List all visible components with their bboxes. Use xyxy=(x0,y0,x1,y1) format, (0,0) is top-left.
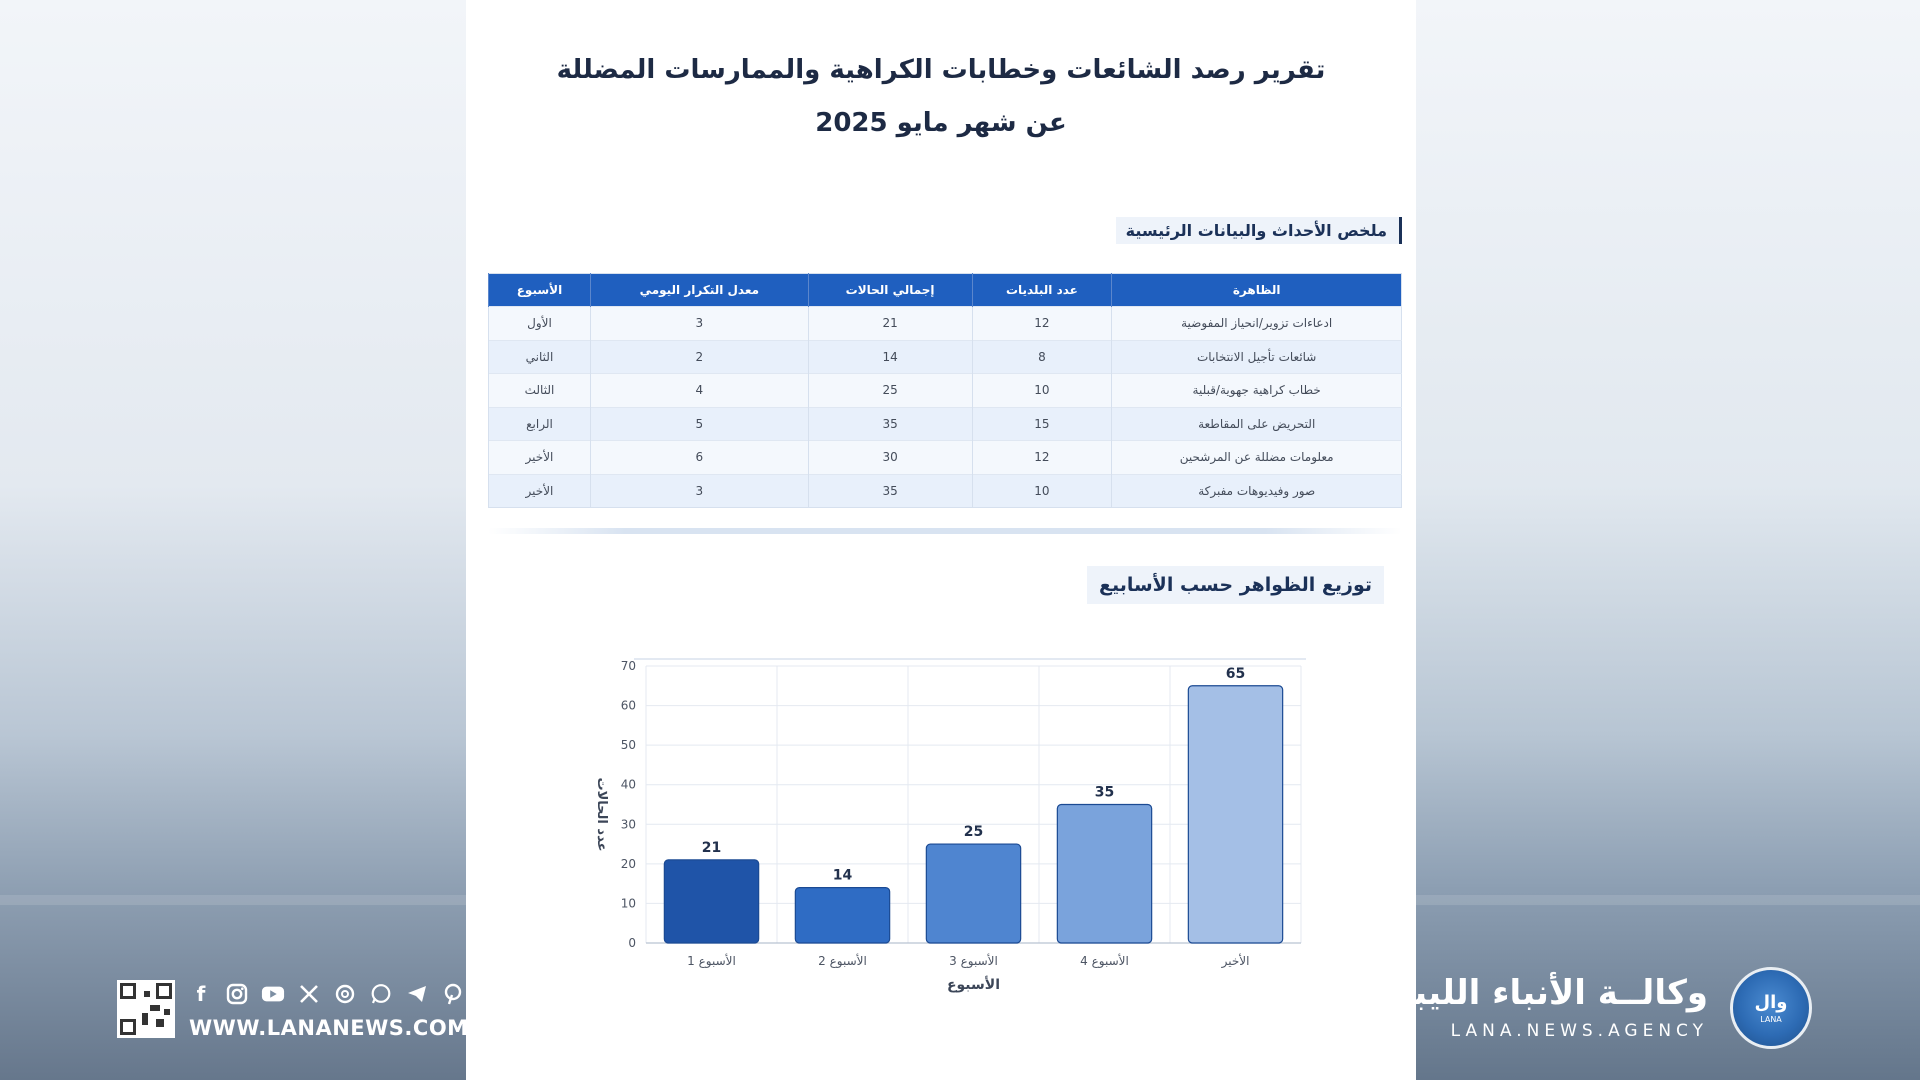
whatsapp-icon[interactable] xyxy=(369,982,393,1006)
lana-logo-icon xyxy=(1730,967,1812,1049)
table-row xyxy=(489,340,1402,374)
background-right xyxy=(1416,0,1920,1080)
bar xyxy=(926,844,1020,943)
y-tick-label: 10 xyxy=(620,896,636,911)
table-cell: 8 xyxy=(972,340,1112,374)
chart-heading: توزيع الظواهر حسب الأسابيع xyxy=(1087,566,1384,604)
table-cell: 2 xyxy=(590,340,808,374)
facebook-icon[interactable]: f xyxy=(196,982,206,1006)
agency-name-arabic: وكالــة الأنباء الليبية xyxy=(1379,973,1708,1013)
table-cell: التحريض على المقاطعة xyxy=(1112,407,1402,441)
summary-heading: ملخص الأحداث والبيانات الرئيسية xyxy=(1116,217,1402,244)
report-title: تقرير رصد الشائعات وخطابات الكراهية والممارسات المضللة xyxy=(556,55,1326,85)
y-tick-label: 50 xyxy=(620,738,636,753)
y-axis-title: عدد الحالات xyxy=(594,777,609,852)
bar-value-label: 25 xyxy=(963,824,984,841)
table-cell: 15 xyxy=(972,407,1112,441)
threads-icon[interactable] xyxy=(333,982,357,1006)
bar xyxy=(664,860,758,943)
table-cell: 3 xyxy=(590,474,808,508)
table-cell: الثاني xyxy=(489,340,591,374)
table-cell: ادعاءات تزوير/انحياز المفوضية xyxy=(1112,307,1402,341)
x-tick-label: الأسبوع 4 xyxy=(1080,954,1129,968)
x-tick-label: الأخير xyxy=(1221,954,1250,968)
youtube-icon[interactable] xyxy=(261,982,285,1006)
table-row xyxy=(489,374,1402,408)
x-tick-label: الأسبوع 1 xyxy=(687,954,736,968)
table-row xyxy=(489,441,1402,475)
table-cell: 25 xyxy=(808,374,972,408)
table-cell: الأول xyxy=(489,307,591,341)
instagram-icon[interactable] xyxy=(225,982,249,1006)
table-cell: 5 xyxy=(590,407,808,441)
table-cell: 12 xyxy=(972,307,1112,341)
table-cell: 12 xyxy=(972,441,1112,475)
bar xyxy=(1188,686,1282,943)
table-header-cell: معدل التكرار اليومي xyxy=(590,274,808,307)
table-row xyxy=(489,407,1402,441)
report-page xyxy=(466,0,1416,1080)
table-cell: 6 xyxy=(590,441,808,475)
table-cell: خطاب كراهية جهوية/قبلية xyxy=(1112,374,1402,408)
bar xyxy=(795,888,889,943)
table-cell: 35 xyxy=(808,407,972,441)
agency-name-english: LANA.NEWS.AGENCY xyxy=(1450,1021,1708,1041)
table-cell: 4 xyxy=(590,374,808,408)
table-cell: 30 xyxy=(808,441,972,475)
table-header-row xyxy=(489,274,1402,307)
logo-word: وال xyxy=(1754,992,1788,1013)
bar-value-label: 65 xyxy=(1225,665,1246,682)
y-tick-label: 40 xyxy=(620,777,636,792)
table-cell: الثالث xyxy=(489,374,591,408)
website-link[interactable]: WWW.LANANEWS.COM xyxy=(189,1016,469,1040)
table-cell: 3 xyxy=(590,307,808,341)
table-row xyxy=(489,474,1402,508)
table-header-cell: الظاهرة xyxy=(1112,274,1402,307)
table-cell: الأخير xyxy=(489,474,591,508)
telegram-icon[interactable] xyxy=(405,982,429,1006)
table-header-cell: عدد البلديات xyxy=(972,274,1112,307)
table-cell: 10 xyxy=(972,474,1112,508)
table-cell: معلومات مضللة عن المرشحين xyxy=(1112,441,1402,475)
x-tick-label: الأسبوع 2 xyxy=(818,954,867,968)
table-row xyxy=(489,307,1402,341)
y-tick-label: 30 xyxy=(620,817,636,832)
table-header-cell: إجمالي الحالات xyxy=(808,274,972,307)
background-left xyxy=(0,0,466,1080)
weekly-bar-chart xyxy=(566,650,1306,1010)
bar-value-label: 14 xyxy=(832,867,853,884)
summary-table xyxy=(488,273,1402,508)
table-cell: 10 xyxy=(972,374,1112,408)
logo-small-text: LANA xyxy=(1760,1015,1782,1024)
chart-top-border xyxy=(634,658,1306,660)
bar-value-label: 35 xyxy=(1094,784,1115,801)
table-cell: شائعات تأجيل الانتخابات xyxy=(1112,340,1402,374)
table-cell: الأخير xyxy=(489,441,591,475)
x-icon[interactable] xyxy=(297,982,321,1006)
table-cell: 35 xyxy=(808,474,972,508)
footer-right xyxy=(1379,963,1818,1063)
pinterest-icon[interactable] xyxy=(441,982,465,1006)
table-cell: الرابع xyxy=(489,407,591,441)
y-tick-label: 70 xyxy=(620,659,636,673)
bar xyxy=(1057,805,1151,944)
y-tick-label: 0 xyxy=(628,936,636,950)
table-cell: 14 xyxy=(808,340,972,374)
table-cell: صور وفيديوهات مفبركة xyxy=(1112,474,1402,508)
report-subtitle: عن شهر مايو 2025 xyxy=(815,108,1067,138)
social-links xyxy=(189,982,465,1006)
table-cell: 21 xyxy=(808,307,972,341)
y-tick-label: 20 xyxy=(620,856,636,871)
x-tick-label: الأسبوع 3 xyxy=(949,954,998,968)
x-axis-title: الأسبوع xyxy=(946,977,1001,993)
section-divider xyxy=(488,528,1402,534)
bar-value-label: 21 xyxy=(701,839,722,856)
qr-code-icon xyxy=(117,980,175,1038)
table-header-cell: الأسبوع xyxy=(489,274,591,307)
y-tick-label: 60 xyxy=(620,698,636,713)
